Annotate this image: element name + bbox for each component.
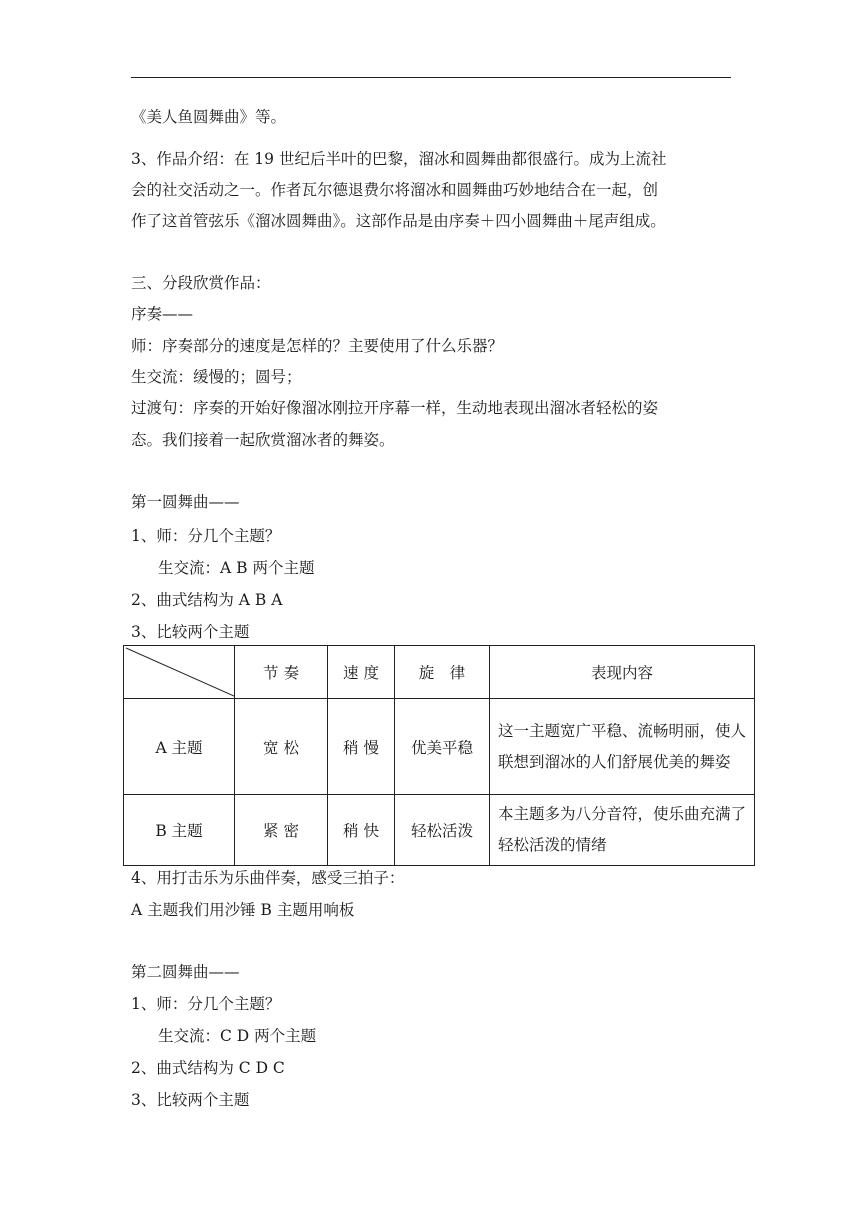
text-line: 生交流：缓慢的；圆号； <box>131 368 302 386</box>
cell-rhythm: 紧 密 <box>235 795 328 866</box>
header-cell: 节 奏 <box>235 646 328 699</box>
text-line: 生交流：A B 两个主题 <box>158 559 315 577</box>
cell-rhythm: 宽 松 <box>235 699 328 795</box>
text-line: 生交流：C D 两个主题 <box>158 1027 317 1045</box>
header-rule <box>131 77 731 78</box>
text-line: 3、比较两个主题 <box>131 1091 250 1109</box>
text-line: 3、比较两个主题 <box>131 623 250 641</box>
cell-speed: 稍 快 <box>328 795 395 866</box>
header-cell: 旋 律 <box>395 646 490 699</box>
comparison-table <box>123 645 755 866</box>
text-line: 1、师：分几个主题？ <box>131 995 281 1013</box>
subsection-heading: 第一圆舞曲—— <box>131 493 240 511</box>
cell-speed: 稍 慢 <box>328 699 395 795</box>
text-line: 《美人鱼圆舞曲》等。 <box>131 108 287 126</box>
table-row <box>124 699 755 795</box>
cell-content: 本主题多为八分音符，使乐曲充满了轻松活泼的情绪 <box>490 795 755 866</box>
row-label: A 主题 <box>124 699 235 795</box>
text-line: 师：序奏部分的速度是怎样的？主要使用了什么乐器？ <box>131 337 504 355</box>
table-header-row <box>124 646 755 699</box>
cell-melody: 轻松活泼 <box>395 795 490 866</box>
text-line: 态。我们接着一起欣赏溜冰者的舞姿。 <box>131 431 395 449</box>
text-line: 会的社交活动之一。作者瓦尔德退费尔将溜冰和圆舞曲巧妙地结合在一起，创 <box>131 181 659 199</box>
text-line: 序奏—— <box>131 305 194 323</box>
text-line: 2、曲式结构为 A B A <box>131 591 283 609</box>
table-row <box>124 795 755 866</box>
diagonal-header-cell <box>124 646 235 699</box>
text-line: 4、用打击乐为乐曲伴奏，感受三拍子： <box>131 869 405 887</box>
subsection-heading: 第二圆舞曲—— <box>131 963 240 981</box>
section-heading: 三、分段欣赏作品： <box>131 274 271 292</box>
diagonal-line <box>124 646 234 698</box>
header-cell: 速 度 <box>328 646 395 699</box>
text-line: 1、师：分几个主题？ <box>131 527 281 545</box>
header-cell: 表现内容 <box>490 646 755 699</box>
text-line: A 主题我们用沙锤 B 主题用响板 <box>131 901 355 919</box>
text-line: 3、作品介绍：在 19 世纪后半叶的巴黎，溜冰和圆舞曲都很盛行。成为上流社 <box>131 150 667 168</box>
text-line: 2、曲式结构为 C D C <box>131 1059 285 1077</box>
text-line: 作了这首管弦乐《溜冰圆舞曲》。这部作品是由序奏＋四小圆舞曲＋尾声组成。 <box>131 212 666 230</box>
row-label: B 主题 <box>124 795 235 866</box>
text-line: 过渡句：序奏的开始好像溜冰刚拉开序幕一样，生动地表现出溜冰者轻松的姿 <box>131 399 659 417</box>
cell-melody: 优美平稳 <box>395 699 490 795</box>
cell-content: 这一主题宽广平稳、流畅明丽，使人联想到溜冰的人们舒展优美的舞姿 <box>490 699 755 795</box>
